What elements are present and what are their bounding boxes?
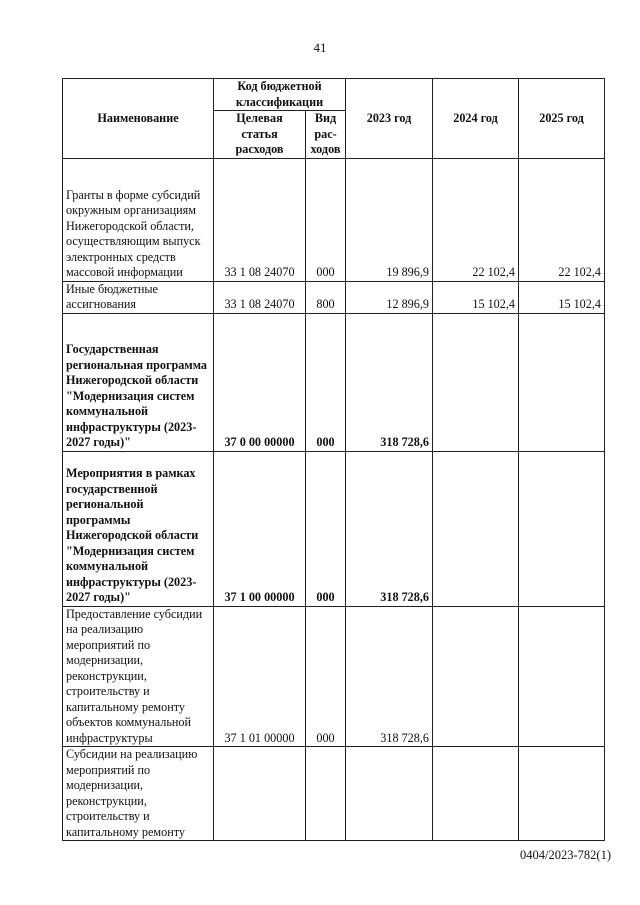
row-value-2024 <box>433 606 519 747</box>
row-value-2025: 22 102,4 <box>519 158 605 281</box>
row-target-article: 33 1 08 24070 <box>214 281 306 313</box>
row-value-2024: 22 102,4 <box>433 158 519 281</box>
document-footer-code: 0404/2023-782(1) <box>520 848 611 862</box>
row-value-2023: 12 896,9 <box>346 281 433 313</box>
header-target-article: Целевая статья расходов <box>214 111 306 159</box>
row-expense-type <box>306 747 346 841</box>
header-row-top <box>63 79 605 111</box>
row-target-article <box>214 747 306 841</box>
row-expense-type: 800 <box>306 281 346 313</box>
row-expense-type: 000 <box>306 313 346 451</box>
row-expense-type: 000 <box>306 606 346 747</box>
table-row <box>63 281 605 313</box>
row-target-article: 37 1 01 00000 <box>214 606 306 747</box>
row-name: Субсидии на реализацию мероприятий по модернизации, реконструкции, строительству и капитальному ремонту <box>63 747 214 841</box>
header-budget-code: Код бюджетной классификации <box>214 79 346 111</box>
header-year-2024: 2024 год <box>433 79 519 159</box>
row-name: Гранты в форме субсидий окружным организациям Нижегородской области, осуществляющим выпуск электронных средств массовой информации <box>63 158 214 281</box>
row-name: Иные бюджетные ассигнования <box>63 281 214 313</box>
table-row <box>63 313 605 451</box>
header-expense-type: Вид рас- ходов <box>306 111 346 159</box>
table-row <box>63 158 605 281</box>
row-value-2023: 318 728,6 <box>346 606 433 747</box>
row-target-article: 33 1 08 24070 <box>214 158 306 281</box>
table-body <box>63 158 605 841</box>
budget-table <box>62 78 605 841</box>
row-value-2024: 15 102,4 <box>433 281 519 313</box>
row-value-2025 <box>519 451 605 606</box>
row-value-2025 <box>519 606 605 747</box>
row-target-article: 37 0 00 00000 <box>214 313 306 451</box>
table-row <box>63 606 605 747</box>
row-value-2023: 318 728,6 <box>346 451 433 606</box>
header-name: Наименование <box>63 79 214 159</box>
table-row <box>63 451 605 606</box>
row-value-2025 <box>519 747 605 841</box>
row-name: Мероприятия в рамках государственной региональной программы Нижегородской области "Модернизация систем коммунальной инфраструктуры (2023-2027 годы)" <box>63 451 214 606</box>
row-value-2023 <box>346 747 433 841</box>
table-row <box>63 747 605 841</box>
row-expense-type: 000 <box>306 158 346 281</box>
row-value-2025: 15 102,4 <box>519 281 605 313</box>
header-year-2023: 2023 год <box>346 79 433 159</box>
row-value-2024 <box>433 451 519 606</box>
row-value-2023: 318 728,6 <box>346 313 433 451</box>
row-name: Предоставление субсидии на реализацию мероприятий по модернизации, реконструкции, строительству и капитальному ремонту объектов коммунальной инфраструктуры <box>63 606 214 747</box>
row-name: Государственная региональная программа Нижегородской области "Модернизация систем коммунальной инфраструктуры (2023-2027 годы)" <box>63 313 214 451</box>
row-value-2024 <box>433 313 519 451</box>
header-year-2025: 2025 год <box>519 79 605 159</box>
row-value-2025 <box>519 313 605 451</box>
row-value-2024 <box>433 747 519 841</box>
row-value-2023: 19 896,9 <box>346 158 433 281</box>
row-expense-type: 000 <box>306 451 346 606</box>
row-target-article: 37 1 00 00000 <box>214 451 306 606</box>
page-number: 41 <box>313 40 327 55</box>
